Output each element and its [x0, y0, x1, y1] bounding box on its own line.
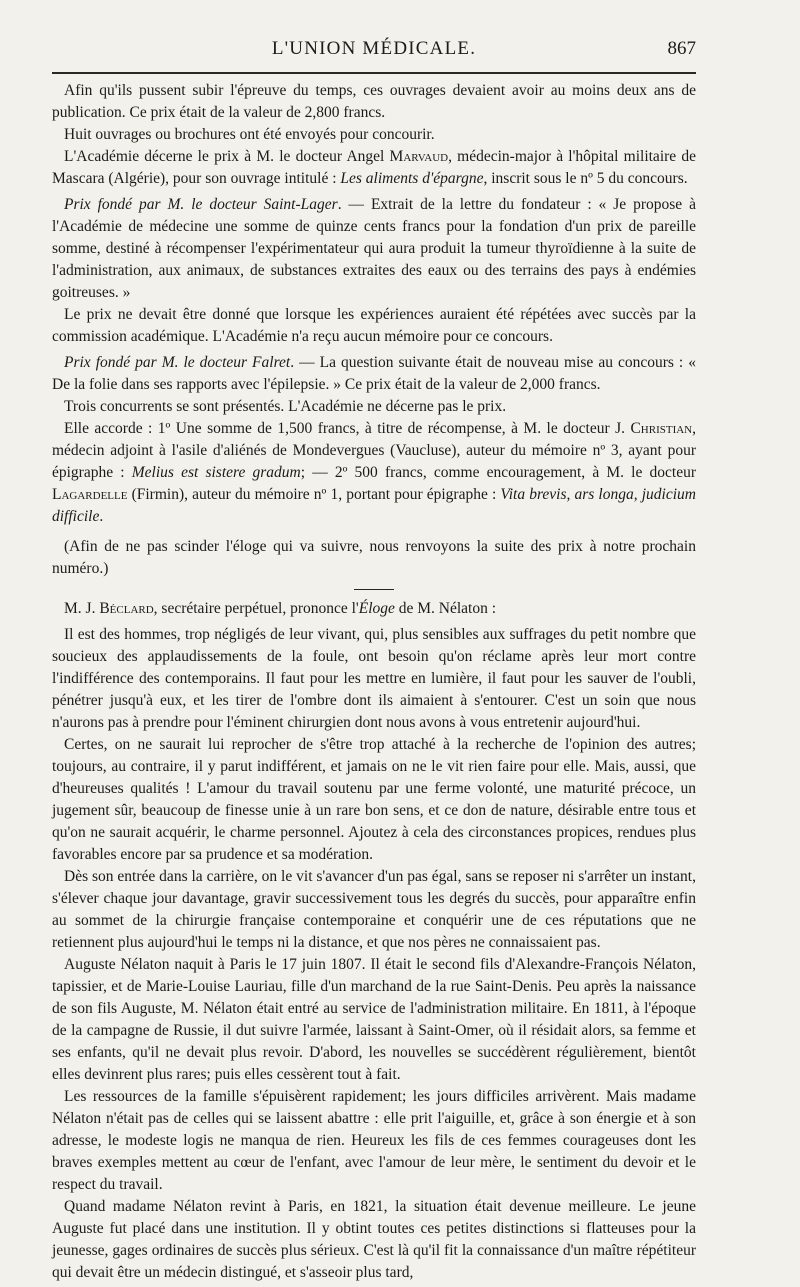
paragraph: Elle accorde : 1º Une somme de 1,500 francs, à titre de récompense, à M. le docteur J. Christian, médecin adjoint à l'asile d'aliénés de Mondevergues (Vaucluse), auteur du mémoire nº 3, ayant pour épigraphe : Melius est sistere gradum; — 2º 500 francs, comme encouragement, à M. le docteur Lagardelle (Firmin), auteur du mémoire nº 1, portant pour épigraphe : Vita brevis, ars longa, judicium difficile.	[52, 420, 696, 525]
article-body	[52, 80, 696, 1284]
prize-heading: Prix fondé par M. le docteur Falret	[64, 354, 291, 371]
section-separator	[354, 589, 394, 590]
paragraph: L'Académie décerne le prix à M. le docteur Angel Marvaud, médecin-major à l'hôpital militaire de Mascara (Algérie), pour son ouvrage intitulé : Les aliments d'épargne, inscrit sous le nº 5 du concours.	[52, 148, 697, 187]
person-name: Marvaud	[389, 148, 449, 165]
page-header	[52, 38, 696, 66]
paragraph: Dès son entrée dans la carrière, on le vit s'avancer d'un pas égal, sans se reposer ni s'arrêter un instant, s'élever chaque jour davantage, gravir successivement tous les degrés du succès, pour apparaître enfin au sommet de la chirurgie française contemporaine et conquérir une de ces réputations que ne retiennent plus aujourd'hui le temps ni la distance, et que nos pères ne connaissaient pas.	[52, 868, 696, 951]
paragraph: Auguste Nélaton naquit à Paris le 17 juin 1807. Il était le second fils d'Alexandre-François Nélaton, tapissier, et de Marie-Louise Lauriau, fille d'un marchand de la rue Saint-Denis. Peu après la naissance de son fils Auguste, M. Nélaton était entré au service de l'administration militaire. En 1811, à l'époque de la campagne de Russie, il dut suivre l'armée, laissant à Saint-Omer, où il résidait alors, sa femme et ses enfants, qu'il ne devait plus revoir. D'abord, les nouvelles se succédèrent régulièrement, bientôt elles devinrent plus rares; puis elles cessèrent tout à fait.	[52, 956, 696, 1083]
page-number: 867	[667, 38, 696, 59]
person-name: Béclard	[99, 600, 154, 617]
epigraph: Vita brevis, ars longa, judicium difficile	[52, 486, 696, 525]
paragraph: Il est des hommes, trop négligés de leur vivant, qui, plus sensibles aux suffrages du petit nombre que soucieux des applaudissements de la foule, ont besoin qu'on réclame après leur mort contre l'indifférence des contemporains. Il faut pour les mettre en lumière, il faut pour les sauver de l'oubli, pénétrer jusqu'à eux, et les tirer de l'ombre dont ils aimaient à s'entourer. C'est un soin que nous n'aurons pas à prendre pour l'éminent chirurgien dont nous avons à vous entretenir aujourd'hui.	[52, 626, 696, 731]
eloge-title: Éloge	[358, 600, 395, 617]
prize-heading: Prix fondé par M. le docteur Saint-Lager	[64, 196, 338, 213]
epigraph: Melius est sistere gradum	[131, 464, 301, 481]
paragraph: (Afin de ne pas scinder l'éloge qui va suivre, nous renvoyons la suite des prix à notre prochain numéro.)	[52, 538, 696, 577]
paragraph: Afin qu'ils pussent subir l'épreuve du temps, ces ouvrages devaient avoir au moins deux ans de publication. Ce prix était de la valeur de 2,800 francs.	[52, 82, 696, 121]
paragraph: M. J. Béclard, secrétaire perpétuel, prononce l'Éloge de M. Nélaton :	[64, 600, 497, 617]
paragraph: Prix fondé par M. le docteur Saint-Lager. — Extrait de la lettre du fondateur : « Je propose à l'Académie de médecine une somme de quinze cents francs pour la fondation d'un prix de pareille somme, destiné à récompenser l'expérimentateur qui aura produit la tumeur thyroïdienne à la suite de l'administration, aux animaux, de substances extraites des eaux ou des terrains des pays à endémies goitreuses. »	[52, 196, 696, 301]
paragraph: Prix fondé par M. le docteur Falret. — La question suivante était de nouveau mise au concours : « De la folie dans ses rapports avec l'épilepsie. » Ce prix était de la valeur de 2,000 francs.	[52, 354, 696, 393]
paragraph: Les ressources de la famille s'épuisèrent rapidement; les jours difficiles arrivèrent. Mais madame Nélaton n'était pas de celles qui se laissent abattre : elle prit l'aiguille, et, grâce à son énergie et à son adresse, le modeste logis ne manqua de rien. Heureux les fils de ces femmes courageuses dont les braves exemples mettent au cœur de l'enfant, avec l'amour de leur mère, le sentiment du devoir et le respect du travail.	[52, 1088, 696, 1193]
paragraph: Huit ouvrages ou brochures ont été envoyés pour concourir.	[64, 126, 435, 143]
paragraph: Certes, on ne saurait lui reprocher de s'être trop attaché à la recherche de l'opinion des autres; toujours, au contraire, il y parut indifférent, et jamais on ne le vit rien faire pour elle. Mais, aussi, que d'heureuses qualités ! L'amour du travail soutenu par une ferme volonté, une maturité précoce, un jugement sûr, beaucoup de finesse unie à un rare bon sens, et ce don de nature, désirable entre tous et qu'on ne saurait acquérir, le charme personnel. Ajoutez à cela des circonstances propices, rendues plus favorables encore par sa prudence et sa modération.	[52, 736, 696, 863]
paragraph: Quand madame Nélaton revint à Paris, en 1821, la situation était devenue meilleure. Le jeune Auguste fut placé dans une institution. Il y obtint toutes ces petites distinctions si flatteuses pour la jeunesse, gages ordinaires de succès plus sérieux. C'est là qu'il fit la connaissance d'un maître répétiteur qui devait être un médecin distingué, et s'asseoir plus tard,	[52, 1198, 696, 1281]
work-title: Les aliments d'épargne	[340, 170, 484, 187]
paragraph: Le prix ne devait être donné que lorsque les expériences auraient été répétées avec succès par la commission académique. L'Académie n'a reçu aucun mémoire pour ce concours.	[52, 306, 696, 345]
person-name: Lagardelle	[52, 486, 128, 503]
running-title: L'UNION MÉDICALE.	[271, 38, 477, 59]
person-name: Christian	[630, 420, 693, 437]
paragraph: Trois concurrents se sont présentés. L'Académie ne décerne pas le prix.	[64, 398, 507, 415]
header-rule	[52, 72, 696, 74]
